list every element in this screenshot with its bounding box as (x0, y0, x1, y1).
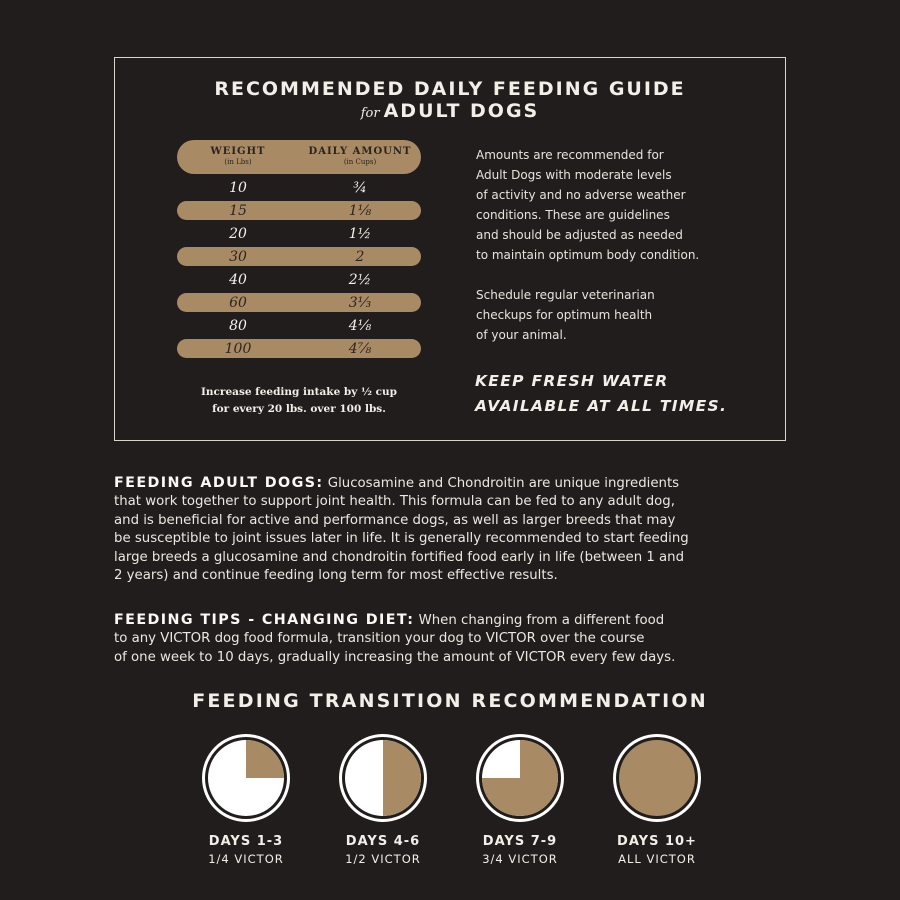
guide-title: RECOMMENDED DAILY FEEDING GUIDE (214, 78, 686, 100)
weight-cell: 15 (229, 202, 247, 219)
amount-cell: 2 (355, 248, 365, 265)
weight-cell: 30 (229, 248, 247, 265)
footnote-line: Increase feeding intake by ½ cup (200, 386, 397, 398)
info-line: and should be adjusted as needed (476, 228, 683, 242)
feeding-tips-paragraph (114, 611, 804, 667)
guide-info-text (476, 145, 776, 365)
weight-header-unit: (in Lbs) (224, 158, 252, 166)
feeding-table (177, 140, 421, 358)
info-line: checkups for optimum health (476, 308, 653, 322)
paragraph-lead: FEEDING ADULT DOGS: (114, 475, 324, 491)
step-days: DAYS 10+ (617, 834, 697, 849)
info-line: Adult Dogs with moderate levels (476, 168, 672, 182)
pie-victor-slice (246, 740, 284, 778)
amount-cell: ¾ (353, 179, 367, 196)
paragraph-line: be susceptible to joint issues later in life. It is generally recommended to start feeding (114, 531, 689, 547)
paragraph-line: large breeds a glucosamine and chondroitin fortified food early in life (between 1 and (114, 549, 685, 565)
amount-cell: 1½ (348, 225, 372, 242)
fresh-water-callout (475, 369, 727, 419)
table-row (177, 270, 421, 289)
step-portion: 1/4 VICTOR (208, 852, 284, 866)
amount-header-label: DAILY AMOUNT (308, 146, 412, 157)
paragraph-line: to any VICTOR dog food formula, transition your dog to VICTOR over the course (114, 631, 645, 647)
amount-column-header (299, 146, 421, 168)
info-line: of your animal. (476, 328, 567, 342)
transition-step-label (450, 832, 590, 868)
weight-cell: 60 (229, 294, 247, 311)
weight-cell: 40 (229, 271, 247, 288)
table-row (177, 201, 421, 220)
transition-pie-icon (475, 733, 565, 823)
info-line: to maintain optimum body condition. (476, 248, 700, 262)
table-row (177, 178, 421, 197)
paragraph-lead: FEEDING TIPS - CHANGING DIET: (114, 612, 415, 628)
paragraph-line: that work together to support joint health. This formula can be fed to any adult dog, (114, 494, 675, 510)
step-portion: ALL VICTOR (618, 852, 696, 866)
guide-info-paragraph (476, 145, 776, 265)
info-line: Schedule regular veterinarian (476, 288, 655, 302)
transition-step-label (587, 832, 727, 868)
weight-column-header (177, 146, 299, 168)
table-row (177, 293, 421, 312)
paragraph-line: Glucosamine and Chondroitin are unique ingredients (327, 476, 680, 491)
weight-header-label: WEIGHT (210, 146, 266, 157)
table-row (177, 224, 421, 243)
table-row (177, 247, 421, 266)
weight-cell: 10 (229, 179, 247, 196)
guide-info-paragraph (476, 285, 776, 345)
paragraph-line: 2 years) and continue feeding long term for most effective results. (114, 568, 558, 584)
amount-cell: 4⅞ (348, 340, 372, 357)
info-line: of activity and no adverse weather (476, 188, 686, 202)
step-days: DAYS 4-6 (345, 834, 421, 849)
weight-cell: 20 (229, 225, 247, 242)
info-line: Amounts are recommended for (476, 148, 664, 162)
weight-cell: 80 (229, 317, 247, 334)
feeding-adult-dogs-paragraph (114, 474, 804, 585)
table-header (177, 140, 421, 174)
pie-base (619, 740, 695, 816)
guide-subtitle (115, 100, 785, 122)
water-line: KEEP FRESH WATER (475, 372, 669, 390)
paragraph-line: When changing from a different food (418, 613, 665, 628)
transition-pie-icon (201, 733, 291, 823)
amount-cell: 4⅛ (348, 317, 372, 334)
amount-header-unit: (in Cups) (343, 158, 377, 166)
water-line: AVAILABLE AT ALL TIMES. (475, 397, 728, 415)
amount-cell: 2½ (348, 271, 372, 288)
weight-cell: 100 (224, 340, 252, 357)
step-portion: 3/4 VICTOR (482, 852, 558, 866)
transition-step-label (313, 832, 453, 868)
paragraph-line: of one week to 10 days, gradually increasing the amount of VICTOR every few days. (114, 649, 676, 665)
info-line: conditions. These are guidelines (476, 208, 670, 222)
guide-subtitle-for: for (360, 106, 380, 121)
table-footnote (177, 384, 421, 418)
guide-subtitle-main: ADULT DOGS (383, 100, 540, 122)
table-row (177, 339, 421, 358)
amount-cell: 3⅓ (348, 294, 372, 311)
amount-cell: 1⅛ (348, 202, 372, 219)
transition-pie-icon (612, 733, 702, 823)
paragraph-line: and is beneficial for active and performance dogs, as well as larger breeds that may (114, 512, 676, 528)
transition-title: FEEDING TRANSITION RECOMMENDATION (192, 690, 708, 712)
step-days: DAYS 7-9 (482, 834, 558, 849)
transition-step-label (176, 832, 316, 868)
step-portion: 1/2 VICTOR (345, 852, 421, 866)
table-row (177, 316, 421, 335)
transition-pie-icon (338, 733, 428, 823)
feeding-guide-box (114, 57, 786, 441)
footnote-line: for every 20 lbs. over 100 lbs. (212, 403, 386, 415)
step-days: DAYS 1-3 (208, 834, 284, 849)
